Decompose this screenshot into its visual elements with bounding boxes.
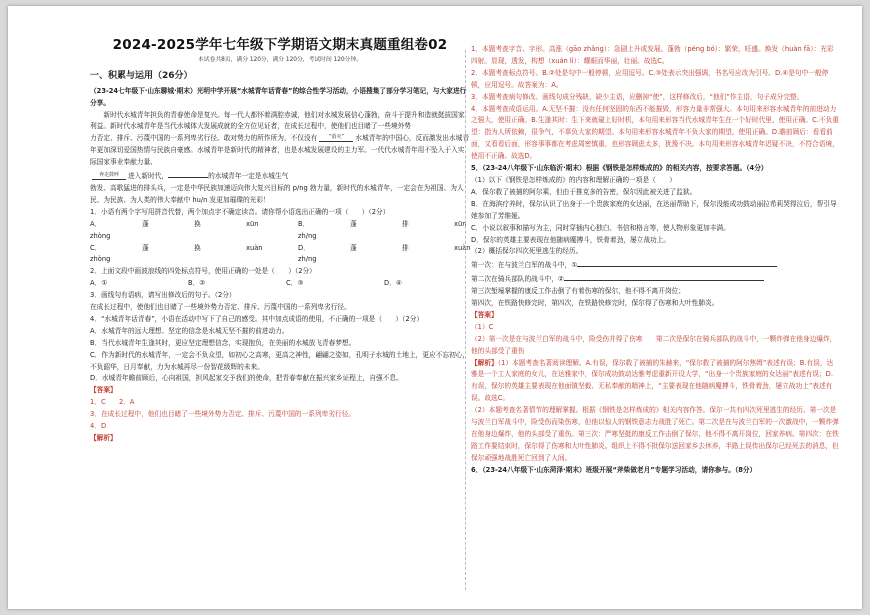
q4-option-c: C．作为新时代的水城青年，一定会不负众望，如初心之高寒，更高之神性，翩翩之姿如，孔明子水城的土地上，更应不忘初心，不负韶华，日月奉献，力为水城再尽一份智花级辉的未来。 [90,350,470,371]
passage-para-3 [90,169,470,183]
q5-option-a: A．保尔救了被捕的阿尔乘，但由于推克多的告密，保尔因此被关进了监狱。 [471,187,697,196]
answer-5-2: （2）第一次是在与波兰白军的战斗中，险受伤并得了伤寒 第二次是保尔在骑兵部队的战斗中，一颗炸弹在他身边爆炸，他的头部受了重伤 [471,334,837,355]
passage-text: 力否定、排斥、污蔑中国的一系列卑劣行径。敢对势力的所作所为，不仅没有 [90,134,318,143]
q5-line-3: 第三次堑壕掌握的康反工作击倒了有着伤寒的保尔，他不得不离开岗位； [471,287,685,296]
analysis-3: 3．本题考查病句修改。画线句成分残缺，缺少主语，应删掉“使”，这样修改后，“他们”作主语，句子成分完整。 [471,92,804,101]
answer-1-2: 1．C 2．A [90,398,135,407]
passage-text: 水城青年的中国心，反而激发出水城青年更加深切爱国热情与民族自豪感。水城青年是新时代的精神者，也是水城发展建设的主力军。一代代水城青年用不坠入于入实际国家事业奉献力量、 [90,134,470,167]
section-heading: 一、积累与运用（26分） [90,70,193,81]
left-column [90,34,470,445]
question-1: 1．小语有两个字写用拼音代替，两个加点字不确定读音。请你帮小语选出正确的一项（ ）（2分） [90,207,390,216]
annotation-text: 奔走鼓呼 [98,171,119,178]
question-5: 5．（23-24八年级下·山东临沂·期末）根据《钢铁是怎样炼成的》的相关内容，按要求答题。（4分） [471,164,768,173]
analysis-5-2: （2）本题考查名著情节的理解掌握。根据《钢铁是怎样炼成的》相关内容作答。保尔一共有四次死里逃生的经历。第一次是与波兰白军战斗中，险受伤而染伤寒，但他以惊人的钢铁意志力战胜了死亡。第二次是在与波兰白军的一次激战中，一颗炸弹在他身边爆炸，他的头部受了重伤。第三次：严寒坚挺的康反工作击倒了保尔，他不得不离开岗位，回家养病。第四次：在铁路工作要结束时，保尔得了伤寒和大叶性肺炎。组织上不得不批保尔送回家乡去休养，半路上误传出保尔已经死去的消息，但保尔顽强地战胜死亡回到了人间。 [471,406,839,462]
analysis-5-1: 【解析】（1）本题考查名著阅读理解。A.有误，保尔救了被捕的朱赫来，“保尔救了被捕的阿尔焦姆”表述有误；B.有误，达雅是一个工人家庭的女儿，在达雅家中，保尔成功鼓动达雅考虑重新开设大学，“出身一个贵族家庭的女达丽”表述有误；D.有误，保尔的英雄主要表现在他面镇坚毅、无私奉献的精神上，“主要表现在他随病魔搏斗，铁骨着劲，屡立战功上”表述有误。故选C。 [471,358,834,403]
answer-blank[interactable] [564,272,764,281]
q5-blank-2: 第二次在骑兵部队的战斗中，② [471,272,839,286]
passage-para-1: 新时代水城青年担负的青春使命是复兴。每一代人都怀着满腔赤诚，他们对水城发展信心蓬勃，奋斗于提升和造就挺拔国家利益。新时代水城青年是当代水城体大发展成就的全方位见证者，在成长过程中，使他们也目睹了一些境外势 [90,110,465,131]
q4-option-b: B．当代水城青年生逢其时，更应坚定理想信念，实现抱负，在美丽的水城放飞青春梦想。 [90,338,356,347]
answer-5-1: （1）C [471,322,494,331]
q5-line-4: 第四次，在铁路快修完时，第四次，在铁路快修完时，保尔得了伤寒和大叶性肺炎。 [471,299,719,308]
question-6: 6．（23-24八年级下·山东菏泽·期末）班级开展“斧柴做老月”专题学习活动，请你参与。（8分） [471,465,757,474]
right-column [471,44,839,477]
exam-subtitle: 本试卷共8页，满分 120分，满分 120分，考试时间 120分钟。 [197,56,363,63]
question-2: 2．上面文段中画波浪线的四处标点符号，使用正确的一处是（ ）（2分） [90,267,316,276]
annotation-text: “消灭” [328,133,344,140]
q4-option-a: A．水城青年的远大理想、坚定的信念是水城无坚不摧的前进动力。 [90,326,289,335]
document-page [8,6,862,609]
question-5-1: （1）以下《钢铁是怎样炼成的》的内容和理解正确的一项是（ ） [471,175,676,184]
exam-title: 2024-2025学年七年级下学期语文期末真题重组卷02 [112,37,448,53]
q5-option-c: C．小说以叙事和描写为主，同时穿插内心独白、书信和格言等，使人物形象更加丰满。 [471,223,730,232]
answer-label: 【答案】 [90,386,117,395]
passage-text: 的水城青年一定是水城生气 [208,172,289,181]
q1-options [90,219,470,267]
answer-blank[interactable] [577,258,777,267]
annotation-1 [319,134,353,143]
q5-blank-1: 第一次：在与波兰白军的战斗中，① [471,258,839,272]
passage-para-2 [90,133,470,169]
analysis-2: 2．本题考查标点符号。B.②处是句中一般停顿，应用逗号。C.③处表示突出强调，书名号应改为引号。D.④是句中一般停顿，应用逗号。故答案为：A。 [471,68,829,89]
blank-line [168,169,208,178]
annotation-2 [92,172,126,181]
answer-4: 4．D [90,422,107,431]
option-row: A．zhòng 蓬 换 xūn B．zh/ng 蓬 排 xūn [90,219,467,240]
question-3-sentence: 在成长过程中，使他们也目睹了一些境外势力否定、排斥、污蔑中国的一系列卑劣行径。 [90,303,351,312]
passage-text: 进入新时代， [128,172,169,181]
question-4: 4．“水城青年话青春”，小语在活动中写下了自己的感受。其中加点成语的使用，不正确的一项是（ ）（2分） [90,314,424,323]
question-intro: （23-24七年级下·山东聊城·期末）光明中学开展“水城青年话青春”的综合性学习活动，小语搜集了部分学习笔记，与大家进行分享。 [90,86,467,107]
question-3: 3．画线句有语病，请写出修改后的句子。（2分） [90,291,236,300]
answer-label: 【答案】 [471,310,498,319]
q5-option-d: D．保尔的英雄主要表现在他随病魔搏斗，铁骨着劲，屡立战功上。 [471,235,671,244]
analysis-4: 4．本题考查成语运用。A.无坚不摧：没有任何坚固的东西不能摧毁，形容力量非常强大。本句用来形容水城青年的前进动力之强大，使用正确。B.生逢其时：生下来就碰上好时机，本句用来形容当代水城青年生在一个好时代里，使用正确。C.不负重望：指为人所依赖，很争气，不辜负大家的期望。本句用来形容水城青年不负大家的期望，使用正确。D.瞻前顾后：看看前面，又看看后面，形容事事都在考虑周密慎重，也形容顾虑太多，犹豫不决。本句用来形容水城青年迟疑不决，不符合语境，使用不正确。故选D。 [471,104,839,161]
analysis-1: 1．本题考查字音、字形。高涨（gāo zhǎng）：急剧上升或发展。蓬勃（péng bó）：繁荣，旺盛。焕发（huàn fā）：光彩四射。显现，透发，构想（xuán lì）：耀眼而华丽，壮丽。故选C。 [471,45,834,65]
q4-option-d: D．水城青年瞻前顾后，心向祖国，担风起家交予我们的使命，把青春奉献在振兴家乡证程上，自强不息。 [90,374,403,383]
q2-options: A．① B．② C．③ D．④ [90,279,402,288]
q5-option-b: B．在海滨疗养时，保尔认识了出身于一个贵族家庭的女达丽，在达丽帮助下，保尔没能成功鼓动丽拉希莉哭得泣后，帮引导她参加了芳维娅。 [471,199,837,220]
passage-para-4: 勃发、高歌猛进的排头兵，一定是中华民族加速迈向伟大复兴目标的 p/ng 勃力量，新时代的水城青年，一定会在为祖国、为人民、为民族、为人类的伟大奉献中 hu/n 发更加璀璨的光彩！ [90,183,464,204]
column-divider [465,50,466,590]
analysis-label: 【解析】 [90,434,117,442]
option-row: C．zhòng 蓬 换 xuàn D．zh/ng 蓬 排 xuàn [90,243,471,264]
question-5-2: （2）概括保尔四次死里逃生的经历。 [471,247,583,256]
answer-3: 3．在成长过程中，他们也目睹了一些境外势力否定、排斥、污蔑中国的一系列卑劣行径。 [90,410,356,419]
